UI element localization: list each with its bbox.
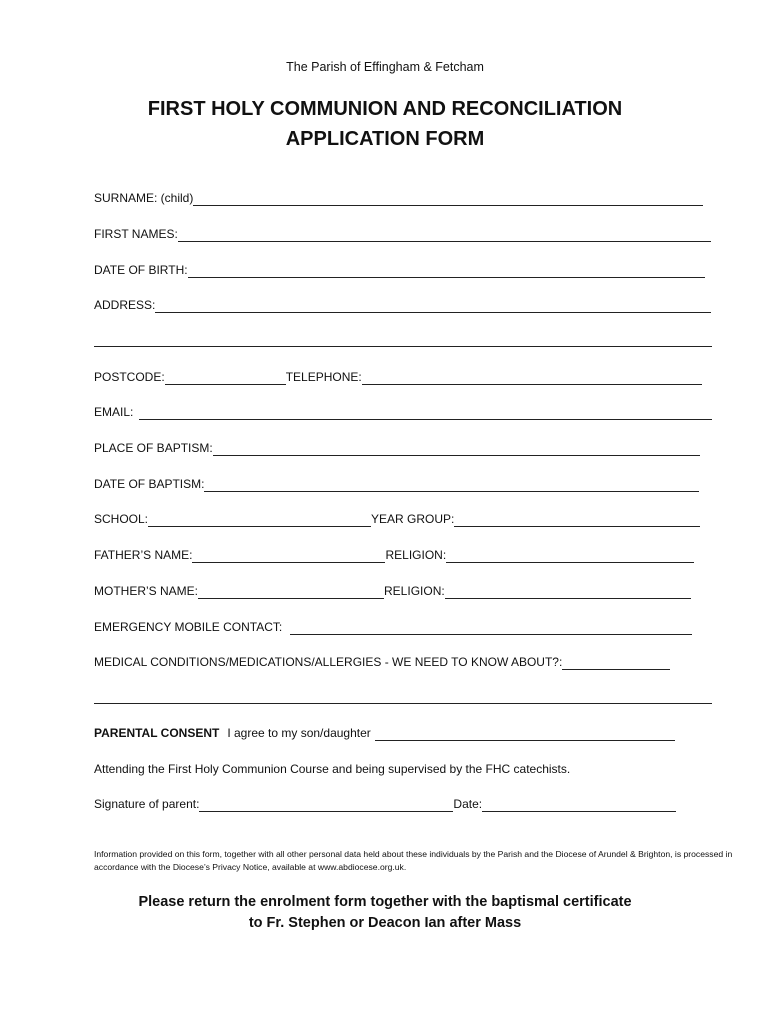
medical-field[interactable]: [562, 655, 670, 670]
fathers-religion-field[interactable]: [446, 548, 694, 563]
fathers-name-label: FATHER’S NAME:: [94, 548, 193, 562]
postcode-row: [94, 367, 702, 385]
address-label: ADDRESS:: [94, 298, 156, 312]
first-names-label: FIRST NAMES:: [94, 227, 178, 241]
postcode-label: POSTCODE:: [94, 370, 165, 384]
signature-label: Signature of parent:: [94, 797, 200, 811]
surname-row: [94, 188, 703, 206]
return-instructions: [0, 892, 770, 934]
mothers-name-label: MOTHER’S NAME:: [94, 584, 199, 598]
email-row: [94, 402, 712, 420]
postcode-field[interactable]: [165, 370, 286, 385]
emergency-field[interactable]: [290, 620, 692, 635]
fathers-religion-label: RELIGION:: [385, 548, 447, 562]
child-name-field[interactable]: [375, 726, 675, 741]
address-row: [94, 295, 711, 313]
surname-label: SURNAME: (child): [94, 191, 194, 205]
attending-row: [94, 759, 570, 777]
place-of-baptism-label: PLACE OF BAPTISM:: [94, 441, 213, 455]
date-of-baptism-label: DATE OF BAPTISM:: [94, 477, 205, 491]
mothers-name-row: [94, 581, 691, 599]
fathers-name-row: [94, 545, 694, 563]
year-group-label: YEAR GROUP:: [371, 512, 455, 526]
date-field[interactable]: [482, 797, 676, 812]
form-title-line2: APPLICATION FORM: [285, 128, 485, 150]
place-of-baptism-field[interactable]: [213, 441, 700, 456]
mothers-religion-field[interactable]: [445, 584, 691, 599]
consent-text: I agree to my son/daughter: [227, 726, 371, 740]
mothers-religion-label: RELIGION:: [384, 584, 445, 598]
surname-field[interactable]: [193, 191, 703, 206]
date-of-baptism-row: [94, 474, 699, 492]
dob-field[interactable]: [188, 263, 705, 278]
privacy-notice: Information provided on this form, together with all other personal data held about these individuals by the Parish and the Diocese of Arundel & Brighton, is processed in accordance with the Diocese’s Privacy Notice, available at www.abdiocese.org.uk.: [94, 849, 733, 872]
telephone-label: TELEPHONE:: [285, 370, 362, 384]
school-field[interactable]: [148, 512, 371, 527]
place-of-baptism-row: [94, 438, 700, 456]
date-of-baptism-field[interactable]: [204, 477, 699, 492]
consent-heading: PARENTAL CONSENT: [94, 726, 220, 740]
medical-row: [94, 652, 670, 670]
email-label: EMAIL:: [94, 405, 134, 419]
return-line-2: to Fr. Stephen or Deacon Ian after Mass: [248, 915, 522, 931]
dob-label: DATE OF BIRTH:: [94, 263, 188, 277]
medical-label: MEDICAL CONDITIONS/MEDICATIONS/ALLERGIES - WE NEED TO KNOW ABOUT?:: [94, 655, 563, 669]
email-field[interactable]: [139, 405, 712, 420]
date-label: Date:: [453, 797, 483, 811]
parish-name: The Parish of Effingham & Fetcham: [286, 60, 484, 74]
fathers-name-field[interactable]: [192, 548, 385, 563]
emergency-row: [94, 617, 692, 635]
telephone-field[interactable]: [362, 370, 702, 385]
school-row: [94, 509, 700, 527]
first-names-row: [94, 224, 711, 242]
signature-row: [94, 794, 676, 812]
dob-row: [94, 260, 705, 278]
attending-text: Attending the First Holy Communion Course and being supervised by the FHC catechists.: [94, 762, 571, 776]
address-field[interactable]: [155, 298, 711, 313]
year-group-field[interactable]: [454, 512, 700, 527]
consent-row: [94, 723, 675, 741]
mothers-name-field[interactable]: [198, 584, 384, 599]
signature-field[interactable]: [199, 797, 453, 812]
emergency-label: EMERGENCY MOBILE CONTACT:: [94, 620, 283, 634]
school-label: SCHOOL:: [94, 512, 149, 526]
medical-line-2[interactable]: [94, 703, 712, 704]
return-line-1: Please return the enrolment form together with the baptismal certificate: [138, 894, 632, 910]
form-title-line1: FIRST HOLY COMMUNION AND RECONCILIATION: [147, 98, 623, 120]
form-title: [0, 94, 770, 154]
first-names-field[interactable]: [178, 227, 711, 242]
address-line-2[interactable]: [94, 346, 712, 347]
